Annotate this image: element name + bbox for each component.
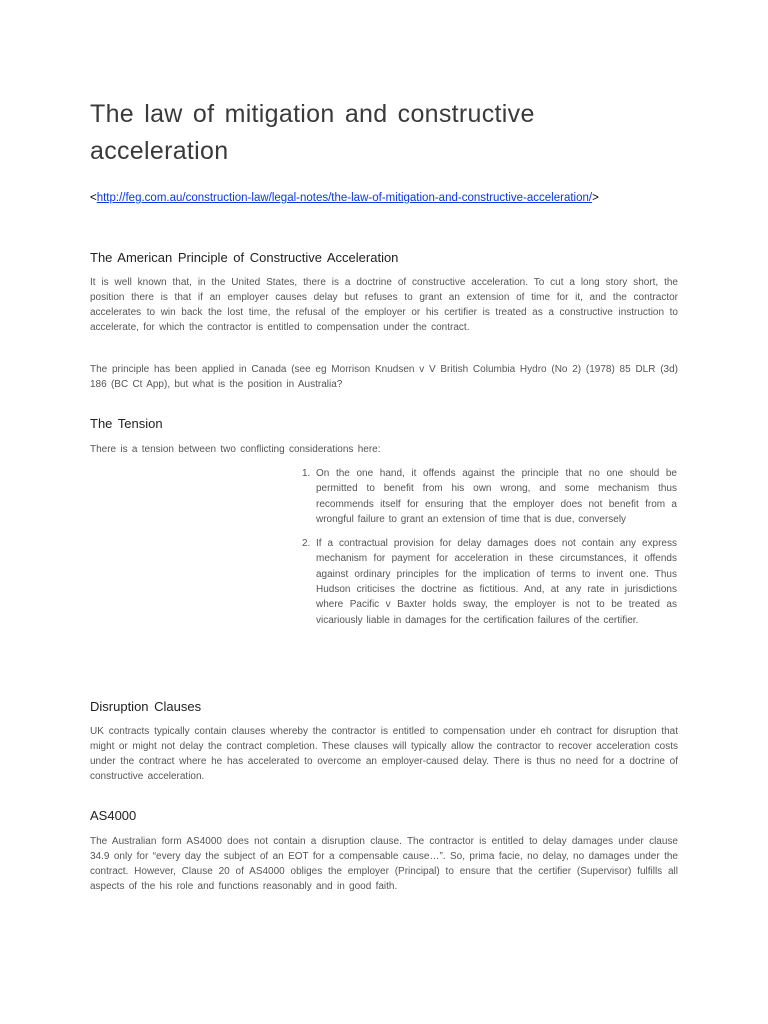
paragraph-american-2: The principle has been applied in Canada (see eg Morrison Knudsen v V British Columbia Hydro (No 2) (1978) 85 DLR (3d) 186 (BC Ct App), but what is the position in Australia? xyxy=(90,364,678,390)
paragraph-american-1: It is well known that, in the United States, there is a doctrine of constructive acceleration. To cut a long story short, the position there is that if an employer causes delay but refuses to grant an extension of time for it, and the contractor accelerates to win back the lost time, the refusal of the employer or his certifier is treated as a constructive instruction to accelerate, for which the contractor is entitled to compensation under the contract. xyxy=(90,277,678,333)
source-link-line xyxy=(90,189,690,208)
source-link[interactable]: http://feg.com.au/construction-law/legal-notes/the-law-of-mitigation-and-constructive-acceleration/ xyxy=(96,192,593,204)
tension-list xyxy=(300,466,677,628)
list-item-number: 2. xyxy=(302,538,311,550)
list-item-number: 1. xyxy=(302,468,311,479)
heading-american-principle: The American Principle of Constructive Acceleration xyxy=(90,250,399,265)
heading-tension: The Tension xyxy=(90,416,163,431)
heading-disruption-clauses: Disruption Clauses xyxy=(90,699,202,714)
paragraph-tension-intro: There is a tension between two conflicting considerations here: xyxy=(90,444,381,455)
source-open-bracket: < xyxy=(90,192,97,204)
list-item-text: If a contractual provision for delay damages does not contain any express mechanism for payment for acceleration in these circumstances, it offends against ordinary principles for the implication of terms to invent one. Thus Hudson criticises the doctrine as fictitious. And, at any rate in jurisdictions where Pacific v Baxter holds sway, the employer is not to be treated as vicariously liable in damages for the certification failures of the certifier. xyxy=(316,538,677,626)
list-item-text: On the one hand, it offends against the principle that no one should be permitted to benefit from his own wrong, and some mechanism thus recommends itself for ensuring that the employer does not benefit from a wrongful failure to grant an extension of time that is due, conversely xyxy=(316,468,677,525)
heading-as4000: AS4000 xyxy=(90,808,137,823)
paragraph-as4000: The Australian form AS4000 does not contain a disruption clause. The contractor is entitled to delay damages under clause 34.9 only for “every day the subject of an EOT for a compensable cause…”. So, prima facie, no delay, no damages under the contract. However, Clause 20 of AS4000 obliges the employer (Principal) to ensure that the certifier (Supervisor) fulfills all aspects of the his role and functions reasonably and in good faith. xyxy=(90,836,678,892)
page-title: The law of mitigation and constructive acceleration xyxy=(90,100,535,165)
paragraph-disruption: UK contracts typically contain clauses whereby the contractor is entitled to compensation under eh contract for disruption that might or might not delay the contract completion. These clauses will typically allow the contractor to recover acceleration costs under the contract where he has accelerated to overcome an employer-caused delay. There is thus no need for a doctrine of constructive acceleration. xyxy=(90,726,678,782)
list-item xyxy=(300,466,677,527)
source-close-bracket: > xyxy=(592,192,599,204)
list-item xyxy=(300,536,677,628)
